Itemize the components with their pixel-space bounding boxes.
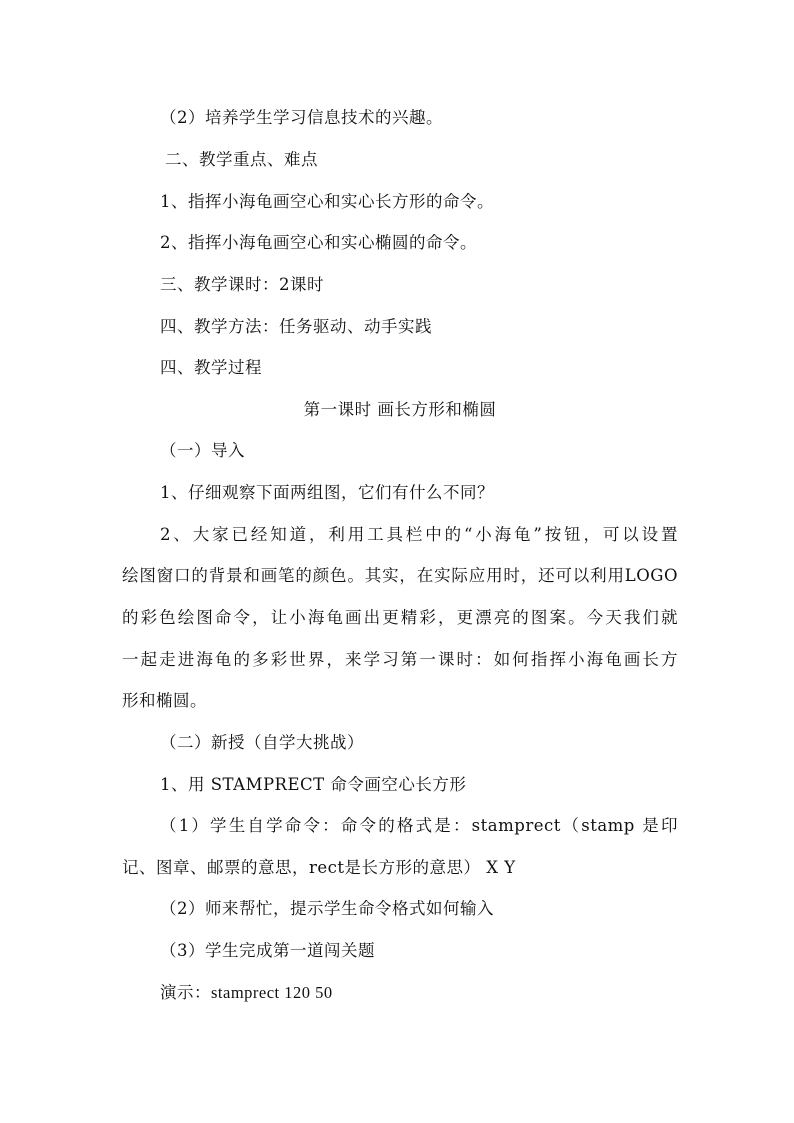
heading-teaching-process: 四、教学过程	[160, 358, 262, 377]
intro-item-2-line-1: 2、大家已经知道，利用工具栏中的“小海龟”按钮，可以设置	[160, 525, 678, 544]
heading-key-points: 二、教学重点、难点	[165, 150, 318, 169]
heading-teaching-method: 四、教学方法：任务驱动、动手实践	[160, 317, 432, 336]
student-challenge: （3）学生完成第一道闯关题	[160, 941, 375, 960]
self-study-line-2: 记、图章、邮票的意思，rect是长方形的意思） X Y	[122, 858, 516, 877]
self-study-line-1: （1）学生自学命令：命令的格式是：stamprect（stamp 是印	[160, 816, 678, 835]
intro-item-1: 1、仔细观察下面两组图，它们有什么不同？	[160, 483, 494, 502]
heading-lesson-hours: 三、教学课时：2课时	[160, 275, 324, 294]
intro-item-2-line-3: 的彩色绘图命令，让小海龟画出更精彩，更漂亮的图案。今天我们就	[122, 608, 678, 627]
intro-item-2-line-4: 一起走进海龟的多彩世界，来学习第一课时：如何指挥小海龟画长方	[122, 650, 678, 669]
section-intro: （一）导入	[160, 441, 245, 460]
intro-item-2-line-5: 形和椭圆。	[122, 691, 207, 710]
teacher-help: （2）师来帮忙，提示学生命令格式如何输入	[160, 899, 494, 918]
key-point-2: 2、指挥小海龟画空心和实心椭圆的命令。	[160, 233, 477, 252]
demo-command: 演示：stamprect 120 50	[160, 983, 333, 1002]
lesson-title: 第一课时 画长方形和椭圆	[303, 400, 497, 419]
new-lesson-item-1: 1、用 STAMPRECT 命令画空心长方形	[160, 775, 467, 794]
key-point-1: 1、指挥小海龟画空心和实心长方形的命令。	[160, 192, 494, 211]
objective-2: （2）培养学生学习信息技术的兴趣。	[160, 108, 443, 127]
intro-item-2-line-2: 绘图窗口的背景和画笔的颜色。其实，在实际应用时，还可以利用LOGO	[122, 566, 678, 585]
section-new-lesson: （二）新授（自学大挑战）	[160, 733, 364, 752]
